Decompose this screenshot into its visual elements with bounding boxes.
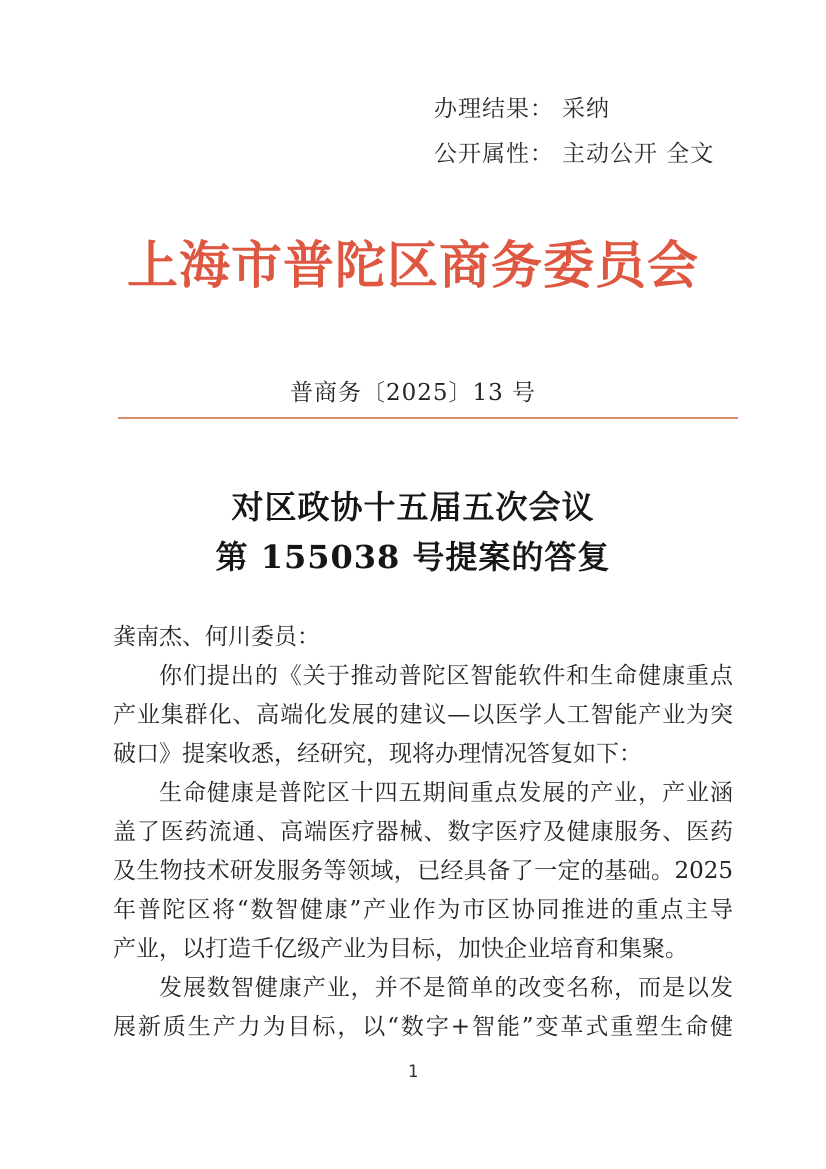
publicity-label: 公开属性：: [434, 141, 554, 167]
body-line: 年普陀区将“数智健康”产业作为市区协同推进的重点主导: [113, 897, 733, 923]
document-title: [0, 482, 826, 582]
document-title-line-1: 对区政协十五届五次会议: [231, 488, 595, 526]
body-line: 龚南杰、何川委员：: [113, 624, 320, 650]
letterhead-divider-rule: [118, 417, 738, 419]
body-line: 及生物技术研发服务等领域，已经具备了一定的基础。2025: [113, 858, 733, 884]
document-reference-number: 普商务〔2025〕13 号: [289, 380, 537, 406]
body-line: 产业集群化、高端化发展的建议—以医学人工智能产业为突: [113, 702, 733, 728]
processing-meta-block: [434, 90, 714, 180]
body-line: 产业，以打造千亿级产业为目标，加快企业培育和集聚。: [113, 936, 688, 962]
agency-letterhead-title: 上海市普陀区商务委员会: [126, 236, 699, 296]
body-line: 你们提出的《关于推动普陀区智能软件和生命健康重点: [159, 663, 733, 689]
document-title-line-2: 第 155038 号提案的答复: [215, 538, 611, 576]
meta-row-result: [434, 90, 714, 135]
result-label: 办理结果：: [434, 96, 554, 122]
body-line: 展新质生产力为目标，以“数字+智能”变革式重塑生命健: [113, 1014, 733, 1040]
result-value: 采纳: [562, 96, 610, 122]
document-body: [113, 618, 733, 1047]
body-line: 盖了医药流通、高端医疗器械、数字医疗及健康服务、医药: [113, 819, 733, 845]
page-number: 1: [407, 1062, 419, 1082]
body-line: 发展数智健康产业，并不是简单的改变名称，而是以发: [159, 975, 733, 1001]
body-line: 生命健康是普陀区十四五期间重点发展的产业，产业涵: [159, 780, 733, 806]
body-line: 破口》提案收悉，经研究，现将办理情况答复如下：: [113, 741, 642, 767]
publicity-value: 主动公开 全文: [562, 141, 715, 167]
meta-row-publicity: [434, 135, 714, 180]
